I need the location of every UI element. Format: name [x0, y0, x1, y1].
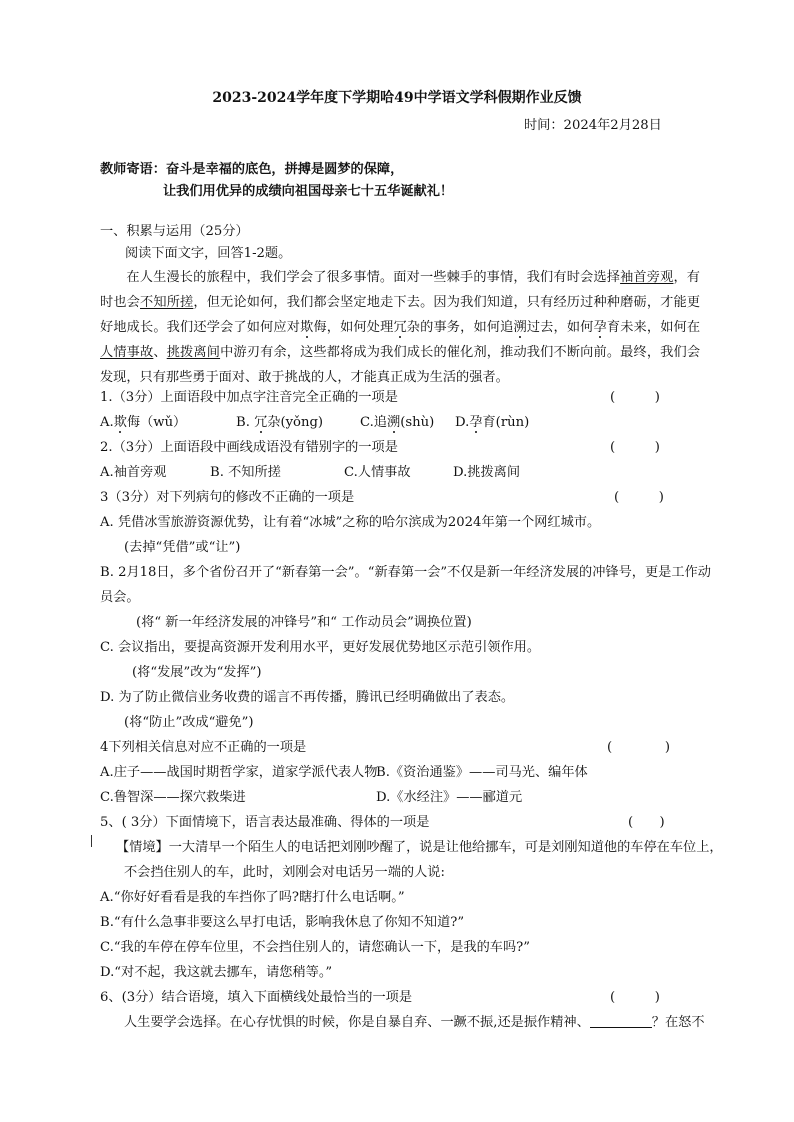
q3-option-b-line2: 员会。 [100, 590, 140, 605]
page-title: 2023-2024学年度下学期哈49中学语文学科假期作业反馈 [212, 90, 582, 106]
teacher-note-line2: 让我们用优异的成绩向祖国母亲七十五华诞献礼！ [163, 184, 454, 199]
q4-answer-bracket: ( ) [607, 740, 671, 755]
dotted-char-1: 欺 [300, 320, 314, 335]
q1-option-b: B. 冗杂(yǒng) [236, 415, 324, 430]
fill-in-blank[interactable] [590, 1013, 652, 1028]
q1-option-d: D.孕育(rùn) [455, 415, 530, 430]
q2-option-c: C.人情事故 [344, 465, 411, 480]
q4-option-c: C.鲁智深——探穴救柴进 [100, 790, 246, 805]
dotted-char-2: 冗 [393, 320, 407, 335]
q2-answer-bracket: ( ) [610, 440, 660, 455]
q3-stem: 3（3分）对下列病句的修改不正确的一项是 [100, 490, 355, 505]
q2-option-a: A.袖首旁观 [100, 465, 167, 480]
q3-option-d-fix: (将“防止”改成“避免”) [124, 715, 254, 730]
q1-option-a: A.欺侮（wǔ） [100, 415, 187, 430]
teacher-note-label: 教师寄语： [100, 162, 166, 177]
q5-option-a: A.“你好好看看是我的车挡你了吗?瞎打什么电话啊。” [100, 890, 405, 905]
q6-answer-bracket: ( ) [610, 990, 660, 1005]
teacher-note-text1: 奋斗是幸福的底色，拼搏是圆梦的保障， [165, 162, 404, 177]
q4-option-a: A.庄子——战国时期哲学家，道家学派代表人物 [100, 765, 378, 780]
q3-option-a-fix: (去掉“凭借”或“让”) [124, 540, 241, 555]
q4-option-b: B.《资治通鉴》——司马光、编年体 [376, 765, 588, 780]
underlined-idiom-1: 袖首旁观 [620, 270, 674, 285]
q2-stem: 2.（3分）上面语段中画线成语没有错别字的一项是 [100, 440, 398, 455]
q3-option-a: A. 凭借冰雪旅游资源优势，让有着“冰城”之称的哈尔滨成为2024年第一个网红城市。 [100, 515, 601, 530]
q4-stem: 4下列相关信息对应不正确的一项是 [100, 740, 307, 755]
q5-option-d: D.“对不起，我这就去挪车，请您稍等。” [100, 965, 333, 980]
teacher-note-line1 [100, 160, 403, 180]
q4-option-d: D.《水经注》——郦道元 [376, 790, 523, 805]
q1-stem: 1.（3分）上面语段中加点字注音完全正确的一项是 [100, 390, 398, 405]
section-instruction: 阅读下面文字，回答1-2题。 [125, 246, 292, 261]
q2-option-b: B. 不知所搓 [210, 465, 281, 480]
q5-context-line1: 【情境】一大清早一个陌生人的电话把刘刚吵醒了，说是让他给挪车，可是刘刚知道他的车停在车位上， [116, 840, 723, 855]
q1-option-c: C.追溯(shù) [360, 415, 435, 430]
q5-option-b: B.“有什么急事非要这么早打电话，影响我休息了你知不知道?” [100, 915, 465, 930]
q3-option-c-fix: (将“发展”改为“发挥”) [132, 665, 262, 680]
exam-date: 时间：2024年2月28日 [524, 118, 662, 133]
q5-answer-bracket: ( ) [628, 815, 665, 830]
underlined-idiom-3: 人情事故 [100, 345, 154, 360]
q6-stem: 6、(3分）结合语境，填入下面横线处最恰当的一项是 [100, 990, 413, 1005]
q3-answer-bracket: ( ) [614, 490, 664, 505]
section-heading: 一、积累与运用（25分） [100, 224, 249, 239]
reading-passage: 在人生漫长的旅程中，我们学会了很多事情。面对一些棘手的事情，我们有时会选择袖首旁观，有时也会不知所搓，但无论如何，我们都会坚定地走下去。因为我们知道，只有经历过种种磨砺，才能更好地成长。我们还学会了如何应对欺侮，如何处理冗杂的事务，如何追溯过去，如何孕育未来，如何在人情事故、挑拨离间中游刃有余，这些都将成为我们成长的催化剂，推动我们不断向前。最终，我们会发现，只有那些勇于面对、敢于挑战的人，才能真正成为生活的强者。 [100, 270, 701, 385]
dotted-char-3: 溯 [513, 320, 527, 335]
q3-option-c: C. 会议指出，要提高资源开发利用水平，更好发展优势地区示范引领作用。 [100, 640, 541, 655]
q1-answer-bracket: ( ) [610, 390, 660, 405]
q3-option-b-fix: (将“ 新一年经济发展的冲锋号”和“ 工作动员会”调换位置) [136, 615, 472, 630]
q5-context-line2: 不会挡住别人的车，此时，刘刚会对电话另一端的人说: [124, 865, 445, 880]
underlined-idiom-2: 不知所搓 [140, 295, 194, 310]
q3-option-d: D. 为了防止微信业务收费的谣言不再传播，腾讯已经明确做出了表态。 [100, 690, 515, 705]
margin-mark [91, 835, 92, 847]
q3-option-b-line1: B. 2月18日，多个省份召开了“新春第一会”。“新春第一会”不仅是新一年经济发展的冲锋号，更是工作动 [100, 565, 711, 580]
underlined-idiom-4: 挑拨离间 [166, 345, 221, 360]
q5-stem: 5、( 3分）下面情境下，语言表达最准确、得体的一项是 [100, 815, 430, 830]
q5-option-c: C.“我的车停在停车位里，不会挡住别人的，请您确认一下，是我的车吗?” [100, 940, 530, 955]
dotted-char-4: 孕 [593, 320, 607, 335]
q6-text: 人生要学会选择。在心存忧惧的时候，你是自暴自弃、一蹶不振,还是振作精神、 ？在怒不 [124, 1015, 705, 1030]
q2-option-d: D.挑拨离间 [453, 465, 521, 480]
